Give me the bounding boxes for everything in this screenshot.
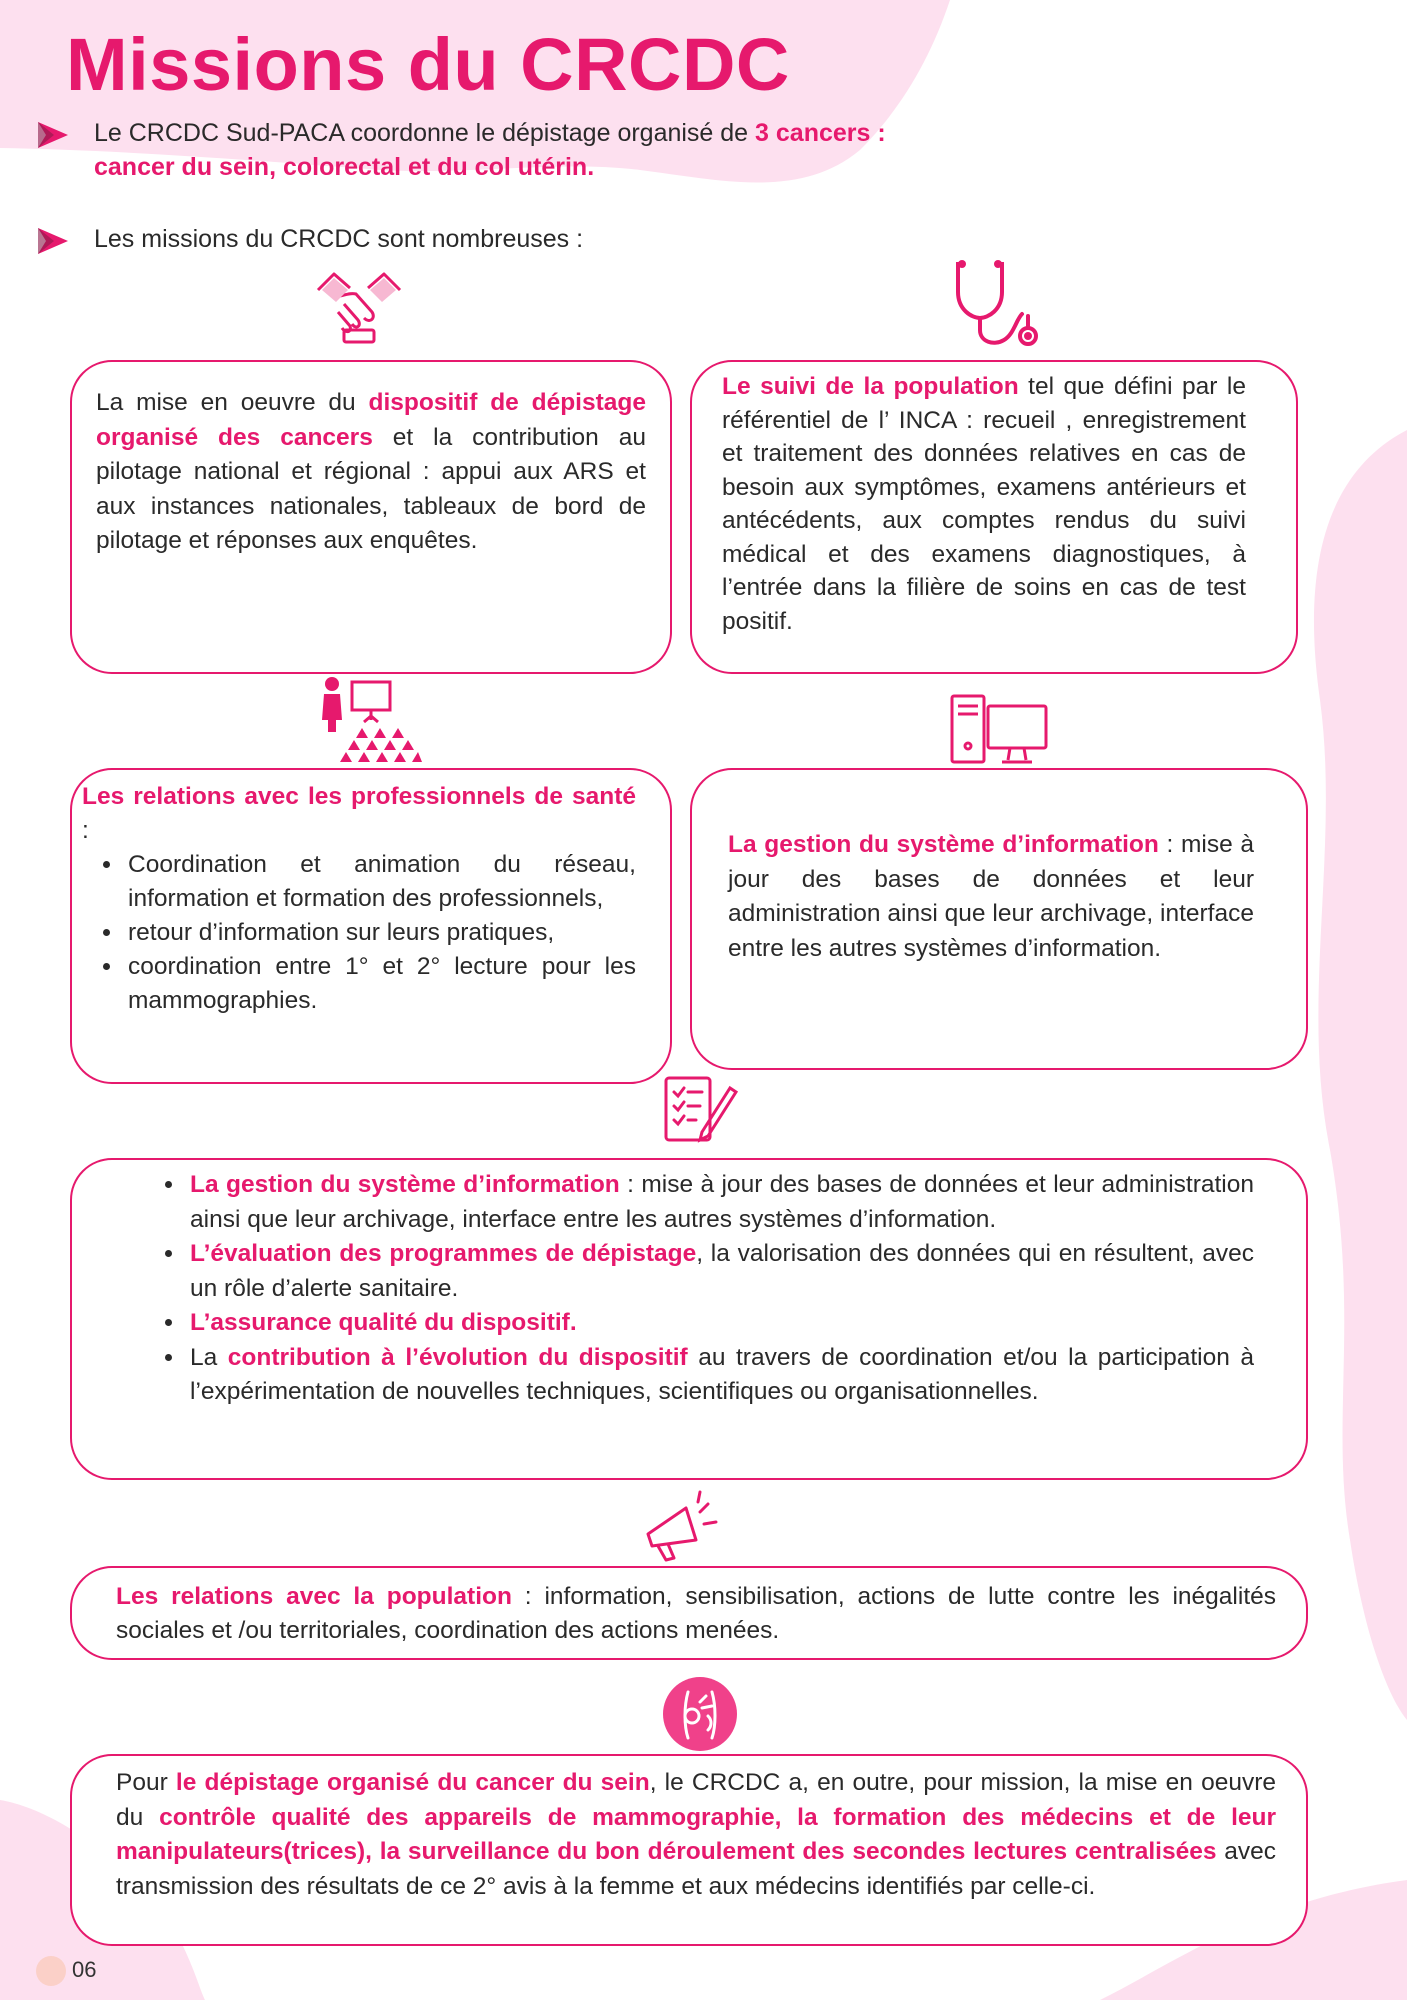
card5-list [116,1168,1254,1410]
page-number: 06 [72,1957,97,1982]
card7-text-bold1: le dépistage organisé du cancer du sein [175,1769,650,1796]
card5-item4-pre: La [190,1343,228,1371]
mission-card-dispositif [70,360,672,674]
handshake-icon [314,268,404,348]
card5-item4-bold: contribution à l’évolution du dispositif [227,1343,688,1371]
page-number-marker-icon [36,1956,66,1986]
checklist-icon [662,1074,738,1146]
card7-text-pre: Pour [116,1769,176,1796]
card1-text-post: et la contribution au pilotage national et régional : appui aux ARS et aux instances nationales, tableaux de bord de pilotage et réponses aux enquêtes. [96,423,646,554]
list-item: • coordination entre 1° et 2° lecture pour les mammographies. [124,950,636,1018]
mission-card-cancer-sein [70,1754,1308,1946]
card2-text-post: tel que défini par le référentiel de l’ INCA : recueil , enregistrement et traitement des données relatives en cas de besoin aux symptômes, examens antérieurs et antécédents, aux comptes rendus du suivi médical et des examens diagnostiques, à l’entrée dans la filière de soins en cas de test positif. [722,373,1246,635]
card5-item4-text: au travers de coordination et/ou la participation à l’expérimentation de nouvelles techniques, scientifiques ou organisationnelles. [190,1343,1255,1405]
mission-card-suivi-population [690,360,1298,674]
list-item [186,1237,1254,1306]
card5-item1-bold: La gestion du système d’information [190,1171,620,1198]
intro-line2-text: Les missions du CRCDC sont nombreuses : [94,225,584,253]
card5-item2-bold: L’évaluation des programmes de dépistage [190,1240,697,1267]
intro-bullet-1 [36,116,1036,184]
card3-text-post: : [82,817,89,844]
card3-text-bold: Les relations avec les professionnels de santé [82,783,636,810]
card5-item2-text: , la valorisation des données qui en résultent, avec un rôle d’alerte sanitaire. [190,1240,1255,1302]
card1-text-pre: La mise en oeuvre du [96,389,369,416]
list-item [186,1341,1254,1410]
mission-card-population [70,1566,1308,1660]
card1-text-bold: dispositif de dépistage organisé des cancers [96,389,646,451]
intro-line1-text: Le CRCDC Sud-PACA coordonne le dépistage organisé de [94,119,756,147]
card5-item1-text: : mise à jour des bases de données et leur administration ainsi que leur archivage, interface entre les autres systèmes d’information. [190,1171,1254,1233]
list-item: • Coordination et animation du réseau, information et formation des professionnels, [124,848,636,916]
breast-screening-icon [662,1676,738,1752]
card6-text-post: : information, sensibilisation, actions de lutte contre les inégalités sociales et /ou territoriales, coordination des actions menées. [116,1583,1276,1644]
intro-bullet-2 [36,222,1036,256]
card3-list [82,848,636,1018]
list-item [186,1168,1254,1237]
megaphone-icon [642,1490,720,1564]
stethoscope-icon [950,256,1046,352]
card6-text-bold: Les relations avec la population [116,1583,512,1610]
mission-card-list [70,1158,1308,1480]
card7-text-bold2: contrôle qualité des appareils de mammographie, la formation des médecins et de leur manipulateurs(trices), la surveillance du bon déroulement des secondes lectures centralisées [116,1803,1277,1865]
intro-line1-bold2: cancer du sein, colorectal et du col utérin. [94,153,595,181]
card7-text-post: avec transmission des résultats de ce 2° avis à la femme et aux médecins identifiés par celle-ci. [116,1838,1277,1900]
mission-card-professionnels [70,768,672,1084]
intro-line1-bold: 3 cancers : [755,119,886,147]
list-item [186,1306,1254,1341]
presentation-icon [318,676,422,764]
card5-item3-bold: L’assurance qualité du dispositif. [190,1309,577,1336]
card4-text-post: : mise à jour des bases de données et leur administration ainsi que leur archivage, interface entre les autres systèmes d’information. [728,831,1254,962]
arrow-bullet-icon [36,120,70,150]
list-item: • retour d’information sur leurs pratiques, [124,916,636,950]
computer-icon [950,694,1050,766]
card2-text-bold: Le suivi de la population [722,373,1019,400]
mission-card-systeme-information [690,768,1308,1070]
page-title: Missions du CRCDC [66,23,790,106]
card7-text-mid: , le CRCDC a, en outre, pour mission, la mise en oeuvre du [116,1769,1276,1831]
arrow-bullet-icon [36,226,70,256]
card4-text-bold: La gestion du système d’information [728,831,1159,858]
